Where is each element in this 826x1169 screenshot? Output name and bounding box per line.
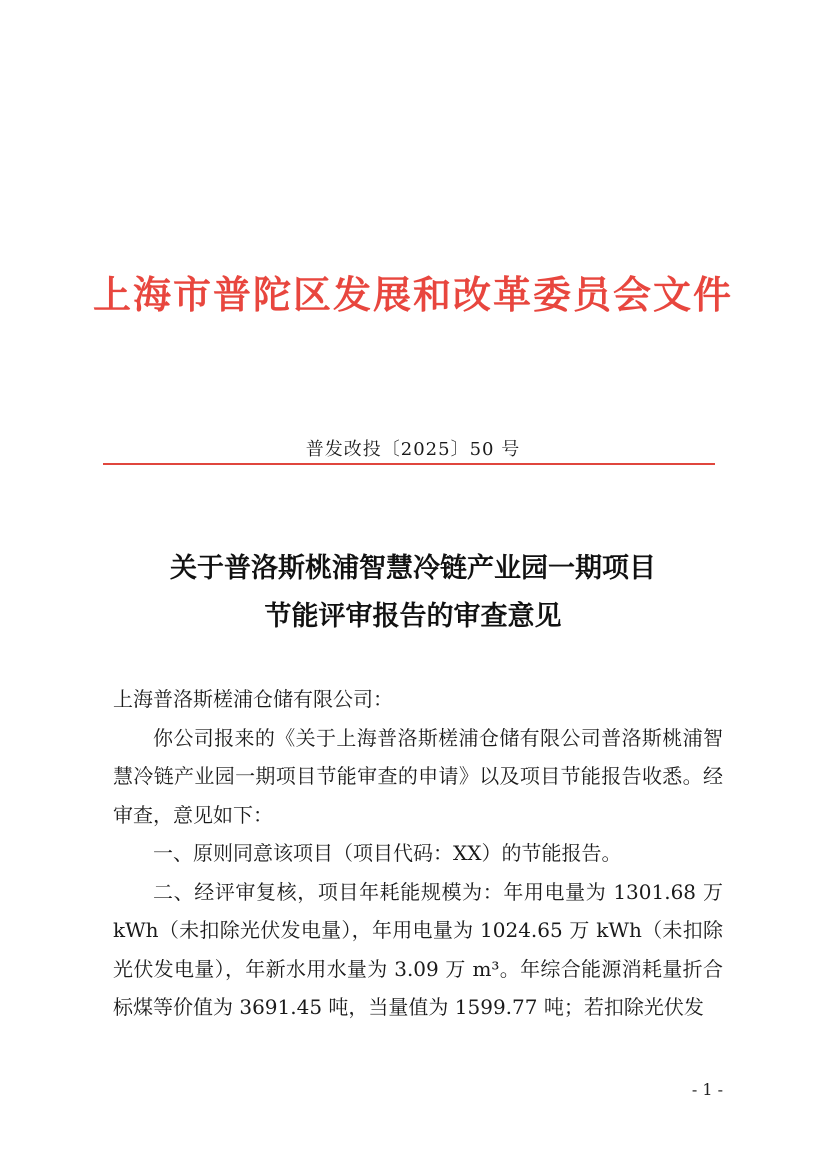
document-body (113, 680, 723, 1027)
page-number: - 1 - (691, 1080, 723, 1099)
document-title-line-2: 节能评审报告的审查意见 (264, 601, 562, 632)
body-paragraph-3: 二、经评审复核，项目年耗能规模为：年用电量为 1301.68 万 kWh（未扣除光伏发电量），年用电量为 1024.65 万 kWh（未扣除光伏发电量），年新水用水量为 3.09 万 m³。年综合能源消耗量折合标煤等价值为 3691.45 吨，当量值为 1599.77 吨；若扣除光伏发 (113, 879, 723, 1019)
document-number: 普发改投〔2025〕50 号 (305, 439, 521, 460)
salutation: 上海普洛斯槎浦仓储有限公司： (113, 687, 393, 711)
document-title (0, 545, 826, 641)
document-title-line-1: 关于普洛斯桃浦智慧冷链产业园一期项目 (170, 553, 656, 584)
issuer-header-title: 上海市普陀区发展和改革委员会文件 (92, 272, 733, 317)
body-paragraph-2: 一、原则同意该项目（项目代码：XX）的节能报告。 (153, 841, 622, 865)
body-paragraph-1: 你公司报来的《关于上海普洛斯槎浦仓储有限公司普洛斯桃浦智慧冷链产业园一期项目节能审查的申请》以及项目节能报告收悉。经审查，意见如下： (113, 725, 723, 827)
red-divider-line (103, 463, 715, 465)
